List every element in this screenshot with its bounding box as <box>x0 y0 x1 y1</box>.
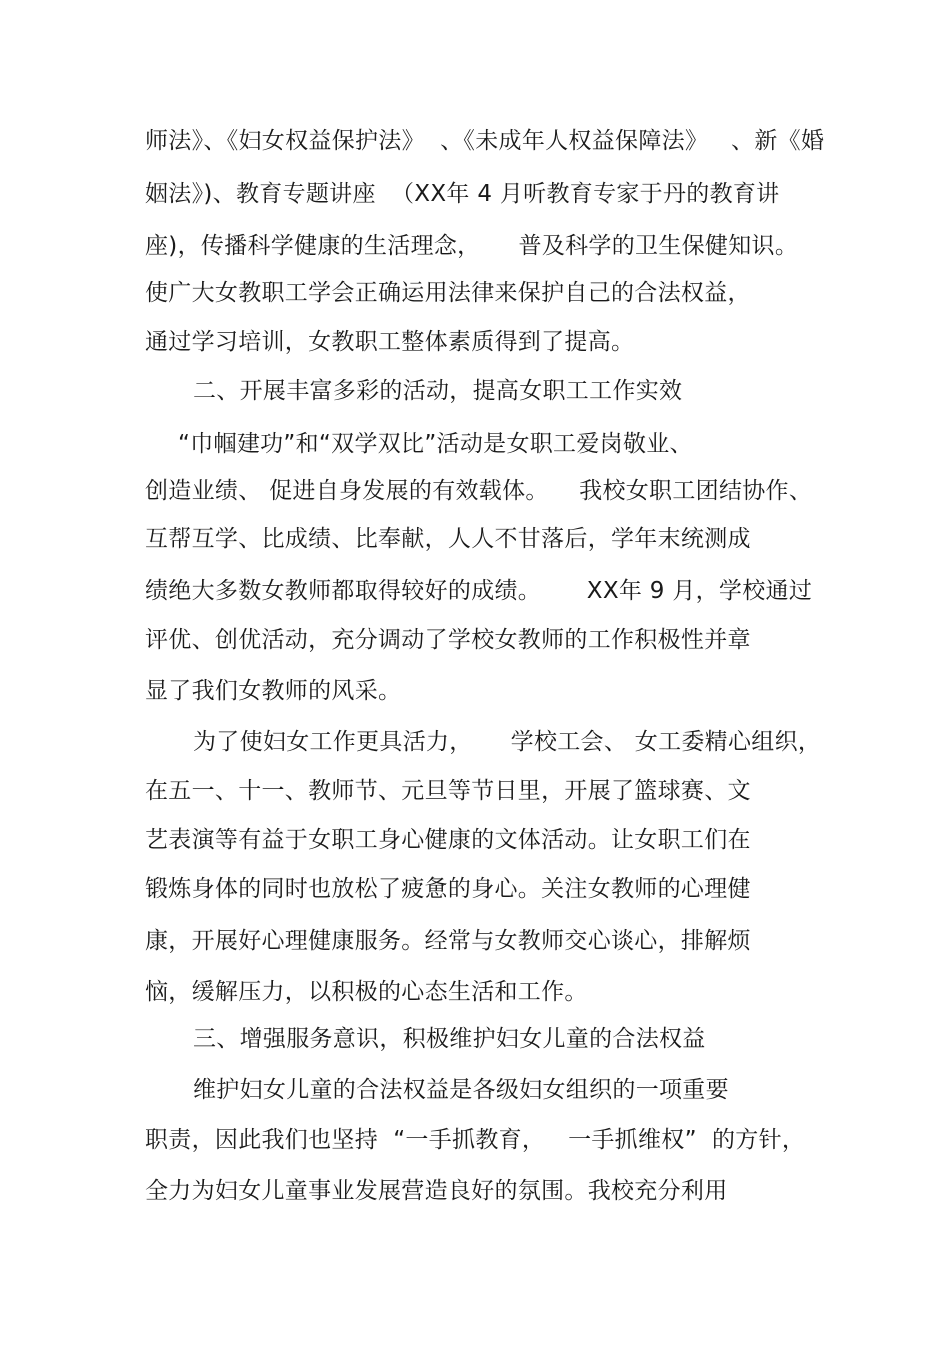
body-text-line: 为了使妇女工作更具活力， 学校工会、 女工委精心组织， <box>193 729 822 755</box>
body-text-line: 绩绝大多数女教师都取得较好的成绩。 XX年 9 月，学校通过 <box>145 578 813 604</box>
body-text-line: 锻炼身体的同时也放松了疲惫的身心。关注女教师的心理健 <box>145 876 751 902</box>
body-text-line: 职责，因此我们也坚持 “一手抓教育， 一手抓维权” 的方针， <box>145 1127 806 1153</box>
section-heading: 三、增强服务意识，积极维护妇女儿童的合法权益 <box>193 1026 706 1052</box>
body-text-line: 创造业绩、 促进自身发展的有效载体。 我校女职工团结协作、 <box>145 478 813 504</box>
body-text-line: 全力为妇女儿童事业发展营造良好的氛围。我校充分利用 <box>145 1178 728 1204</box>
body-text-line: 师法》、《妇女权益保护法》 、《未成年人权益保障法》 、新《婚 <box>145 128 825 154</box>
body-text-line: 艺表演等有益于女职工身心健康的文体活动。让女职工们在 <box>145 827 751 853</box>
body-text-line: 通过学习培训，女教职工整体素质得到了提高。 <box>145 329 635 355</box>
body-text-line: 互帮互学、比成绩、比奉献，人人不甘落后，学年末统测成 <box>145 526 751 552</box>
section-heading: 二、开展丰富多彩的活动，提高女职工工作实效 <box>193 378 683 404</box>
body-text-line: 显了我们女教师的风采。 <box>145 678 402 704</box>
body-text-line: 评优、创优活动，充分调动了学校女教师的工作积极性并章 <box>145 627 751 653</box>
body-text-line: 姻法》)、教育专题讲座 （XX年 4 月听教育专家于丹的教育讲 <box>145 181 780 207</box>
body-text-line: 使广大女教职工学会正确运用法律来保护自己的合法权益， <box>145 280 751 306</box>
body-text-line: 维护妇女儿童的合法权益是各级妇女组织的一项重要 <box>193 1077 729 1103</box>
body-text-line: 康，开展好心理健康服务。经常与女教师交心谈心，排解烦 <box>145 928 751 954</box>
body-text-line: 恼，缓解压力，以积极的心态生活和工作。 <box>145 979 588 1005</box>
body-text-line: “巾帼建功”和“双学双比”活动是女职工爱岗敬业、 <box>178 431 693 457</box>
body-text-line: 座)，传播科学健康的生活理念， 普及科学的卫生保健知识。 <box>145 233 799 259</box>
body-text-line: 在五一、十一、教师节、元旦等节日里，开展了篮球赛、文 <box>145 778 751 804</box>
